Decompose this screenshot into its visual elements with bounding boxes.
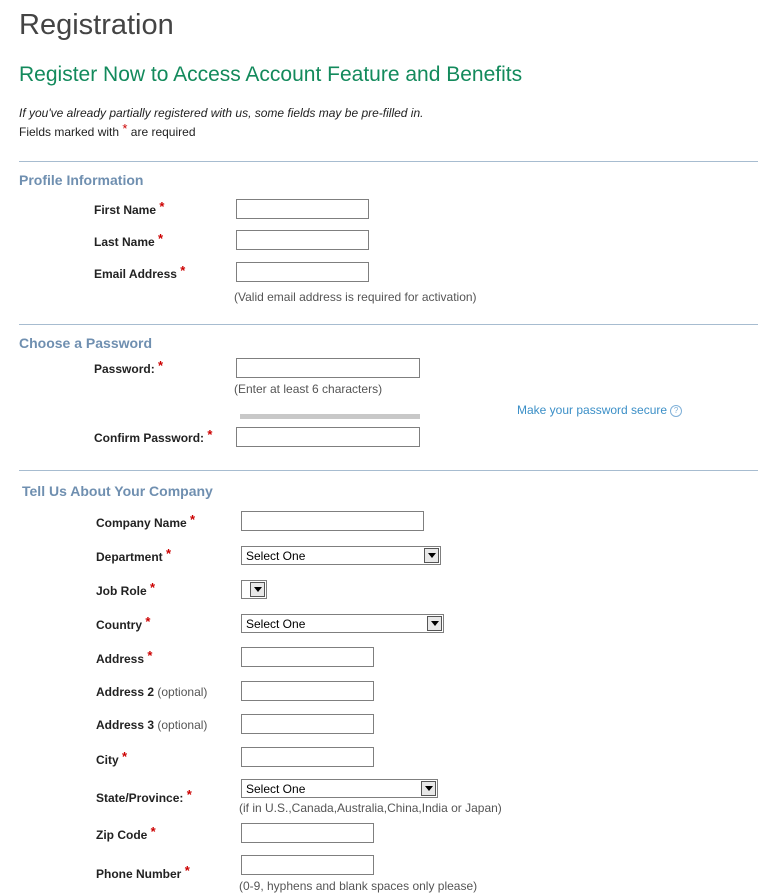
company-name-label-text: Company Name [96,516,187,530]
phone-input[interactable] [241,855,374,875]
zip-label [96,824,156,842]
chevron-down-icon[interactable] [421,781,436,796]
confirm-password-label [94,427,213,445]
last-name-label-text: Last Name [94,235,155,249]
password-label [94,358,164,376]
required-marker: * [186,787,192,802]
company-section-heading: Tell Us About Your Company [22,483,213,499]
required-marker: * [122,749,128,764]
password-hint: (Enter at least 6 characters) [234,382,383,396]
required-note-after: are required [130,125,196,139]
chevron-down-icon[interactable] [424,548,439,563]
address-label [96,648,153,666]
page-subtitle: Register Now to Access Account Feature and Benefits [19,63,523,86]
profile-section-heading: Profile Information [19,172,144,188]
first-name-label-text: First Name [94,203,157,217]
address2-input[interactable] [241,681,374,701]
password-section-heading: Choose a Password [19,335,153,351]
required-marker: * [150,824,156,839]
section-divider [19,324,758,325]
password-secure-link-text[interactable]: Make your password secure [517,403,668,417]
job-role-select[interactable] [241,580,267,599]
required-marker: * [145,614,151,629]
required-marker: * [158,358,164,373]
job-role-label [96,580,156,598]
confirm-password-label-text: Confirm Password: [94,431,205,445]
email-label [94,263,186,281]
email-hint: (Valid email address is required for activation) [234,290,477,304]
department-label [96,546,172,564]
required-marker: * [122,121,128,136]
zip-input[interactable] [241,823,374,843]
address3-input[interactable] [241,714,374,734]
country-label-text: Country [96,618,142,632]
phone-hint: (0-9, hyphens and blank spaces only please) [239,879,478,893]
address2-label [96,685,207,699]
required-marker: * [158,231,164,246]
required-marker: * [207,427,213,442]
optional-text: (optional) [157,685,208,699]
email-input[interactable] [236,262,369,282]
department-label-text: Department [96,550,163,564]
state-select[interactable] [241,779,438,798]
required-marker: * [159,199,165,214]
country-select-value: Select One [246,616,306,631]
help-icon[interactable]: ? [670,405,682,417]
zip-label-text: Zip Code [96,828,148,842]
required-marker: * [180,263,186,278]
first-name-label [94,199,165,217]
last-name-label [94,231,164,249]
required-marker: * [150,580,156,595]
required-marker: * [166,546,172,561]
required-marker: * [184,863,190,878]
required-marker: * [190,512,196,527]
password-input[interactable] [236,358,420,378]
address-input[interactable] [241,647,374,667]
required-marker: * [147,648,153,663]
last-name-input[interactable] [236,230,369,250]
required-note [19,121,196,139]
section-divider [19,470,758,471]
first-name-input[interactable] [236,199,369,219]
section-divider [19,161,758,162]
required-note-before: Fields marked with [19,125,120,139]
department-select-value: Select One [246,548,306,563]
phone-label [96,863,190,881]
state-label [96,787,192,805]
address3-label [96,718,207,732]
city-label-text: City [96,753,119,767]
phone-label-text: Phone Number [96,867,182,881]
address-label-text: Address [96,652,145,666]
password-secure-link[interactable] [517,403,682,417]
address2-label-text: Address 2 [96,685,155,699]
confirm-password-input[interactable] [236,427,420,447]
city-input[interactable] [241,747,374,767]
state-label-text: State/Province: [96,791,184,805]
prefill-note: If you've already partially registered with us, some fields may be pre-filled in. [19,106,424,120]
address3-label-text: Address 3 [96,718,155,732]
email-label-text: Email Address [94,267,177,281]
city-label [96,749,128,767]
page-title: Registration [19,9,174,41]
country-label [96,614,151,632]
password-strength-bar [240,414,420,419]
job-role-label-text: Job Role [96,584,147,598]
optional-text: (optional) [157,718,208,732]
chevron-down-icon[interactable] [427,616,442,631]
state-select-value: Select One [246,781,306,796]
chevron-down-icon[interactable] [250,582,265,597]
department-select[interactable] [241,546,441,565]
company-name-label [96,512,196,530]
country-select[interactable] [241,614,444,633]
company-name-input[interactable] [241,511,424,531]
state-hint: (if in U.S.,Canada,Australia,China,India or Japan) [239,801,502,815]
password-label-text: Password: [94,362,155,376]
